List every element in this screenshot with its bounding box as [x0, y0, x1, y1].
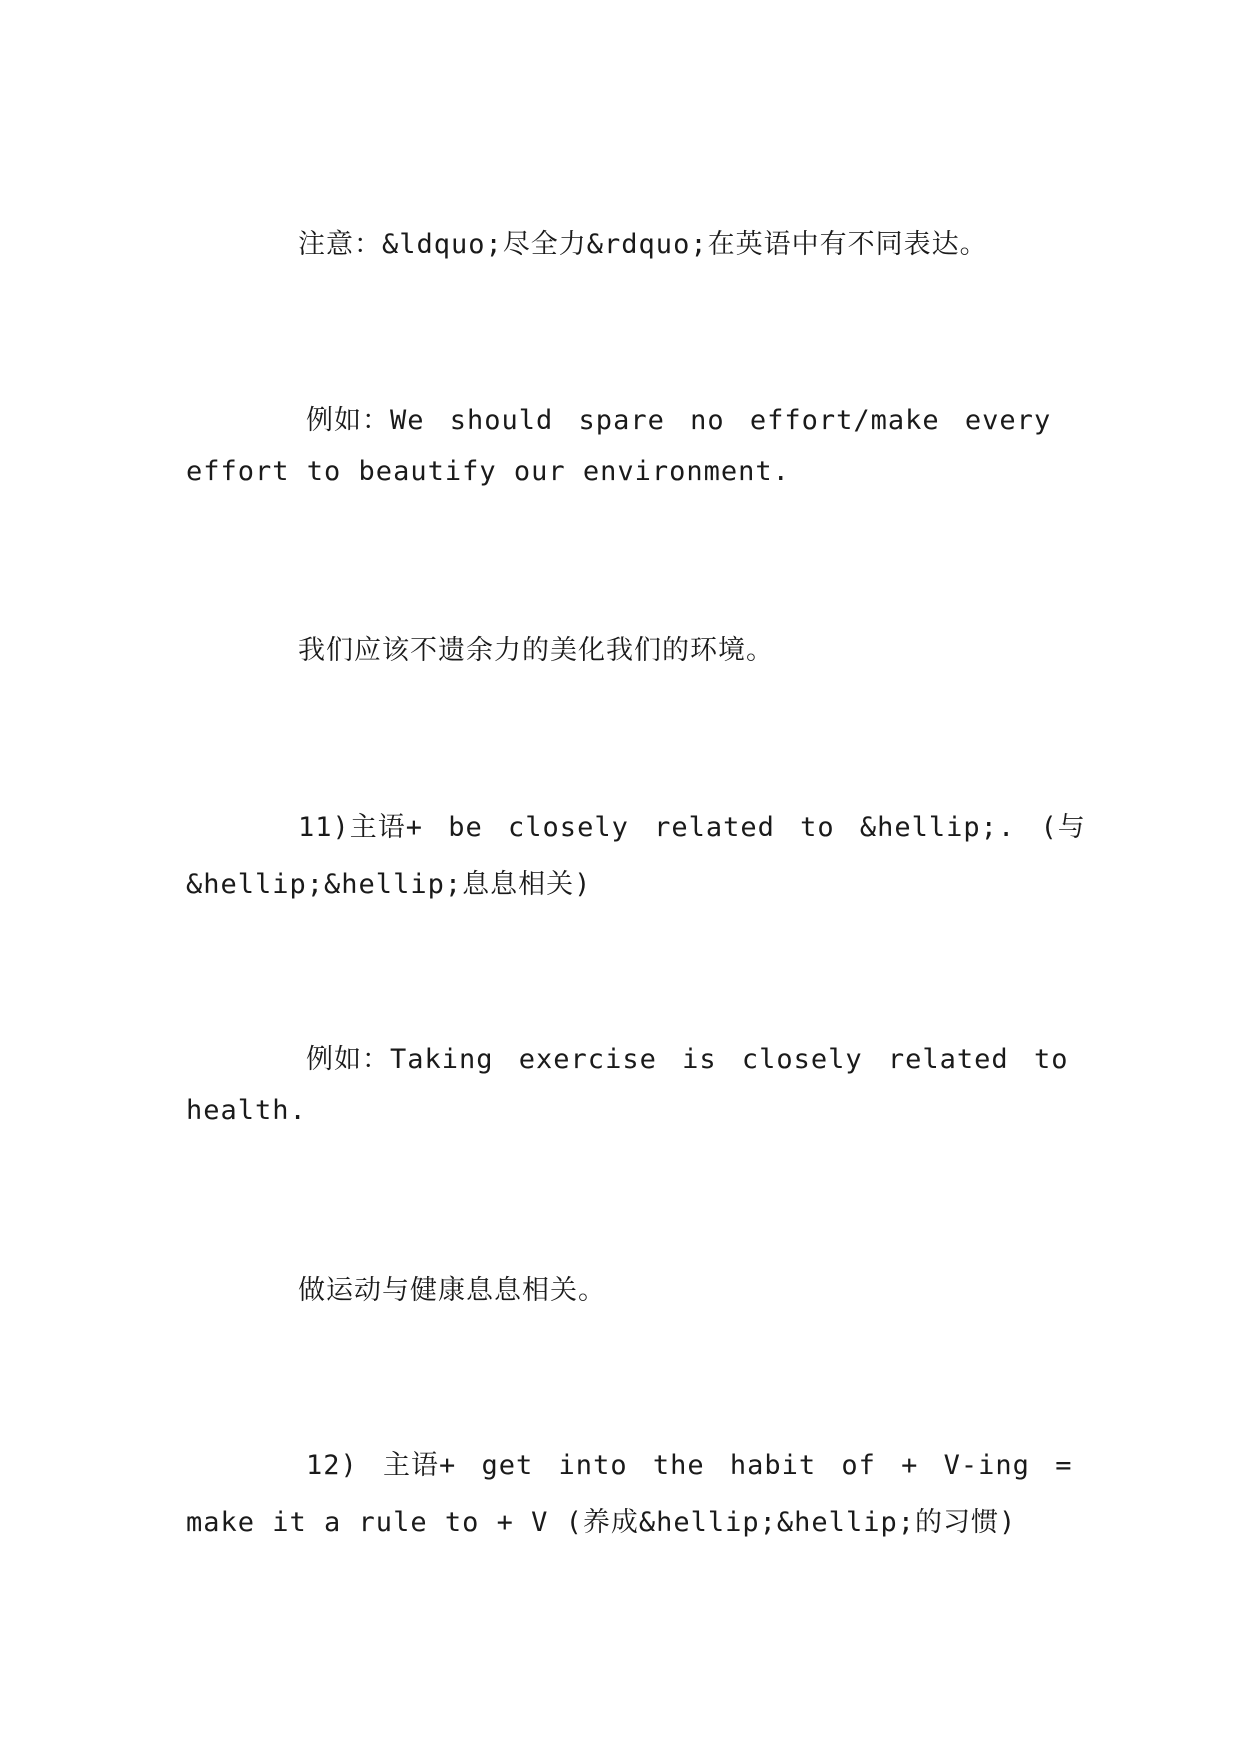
paragraph-phrase-12-line-1: 12) 主语+ get into the habit of + V-ing =	[306, 1450, 1073, 1481]
paragraph-note-line-1: 注意：&ldquo;尽全力&rdquo;在英语中有不同表达。	[298, 229, 988, 260]
paragraph-example-1-line-2: effort to beautify our environment.	[186, 456, 790, 487]
paragraph-example-2-line-2: health.	[186, 1095, 307, 1126]
paragraph-translation-2-line-1: 做运动与健康息息相关。	[298, 1275, 606, 1306]
paragraph-phrase-11-line-2: &hellip;&hellip;息息相关)	[186, 869, 592, 900]
paragraph-example-2-line-1: 例如：Taking exercise is closely related to	[306, 1044, 1069, 1075]
paragraph-translation-1-line-1: 我们应该不遗余力的美化我们的环境。	[298, 635, 774, 666]
paragraph-example-1-line-1: 例如：We should spare no effort/make every	[306, 405, 1052, 436]
paragraph-phrase-11-line-1: 11)主语+ be closely related to &hellip;. (与	[298, 812, 1086, 843]
paragraph-phrase-12-line-2: make it a rule to + V (养成&hellip;&hellip;的习惯)	[186, 1507, 1017, 1538]
